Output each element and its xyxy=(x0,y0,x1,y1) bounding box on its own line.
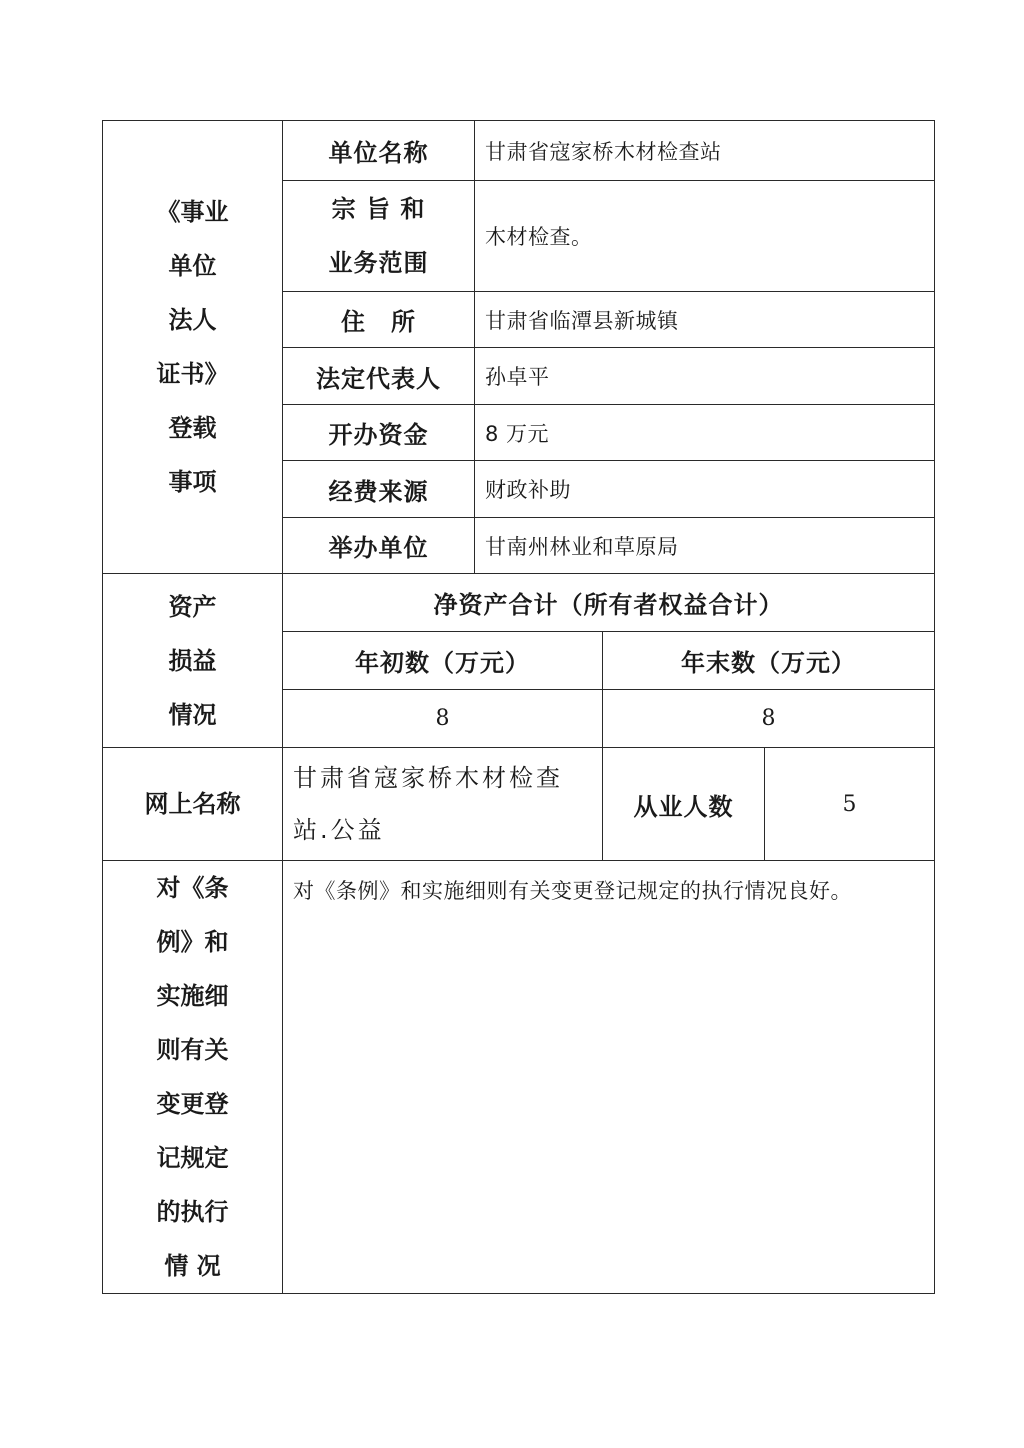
end-of-year-label: 年末数（万元） xyxy=(603,632,935,690)
start-capital-label: 开办资金 xyxy=(283,405,475,461)
sponsor-unit-value: 甘南州林业和草原局 xyxy=(475,518,935,574)
online-name-value: 甘肃省寇家桥木材检查站.公益 xyxy=(283,748,603,861)
online-name-label: 网上名称 xyxy=(103,748,283,861)
unit-name-value: 甘肃省寇家桥木材检查站 xyxy=(475,121,935,181)
address-label: 住 所 xyxy=(283,292,475,348)
assets-section-label: 资产 损益 情况 xyxy=(103,574,283,748)
funding-source-value: 财政补助 xyxy=(475,461,935,518)
legal-representative-label: 法定代表人 xyxy=(283,348,475,405)
report-table xyxy=(102,120,935,1294)
begin-of-year-value: 8 xyxy=(283,690,603,748)
staff-count-label: 从业人数 xyxy=(603,748,765,861)
legal-representative-value: 孙卓平 xyxy=(475,348,935,405)
staff-count-value: 5 xyxy=(765,748,935,861)
funding-source-label: 经费来源 xyxy=(283,461,475,518)
purpose-scope-value: 木材检查。 xyxy=(475,181,935,292)
row-unit-name xyxy=(103,121,935,181)
row-execution xyxy=(103,861,935,1294)
execution-section-label: 对《条 例》和 实施细 则有关 变更登 记规定 的执行 情 况 xyxy=(103,861,283,1294)
row-assets-header xyxy=(103,574,935,632)
end-of-year-value: 8 xyxy=(603,690,935,748)
row-online-name xyxy=(103,748,935,861)
address-value: 甘肃省临潭县新城镇 xyxy=(475,292,935,348)
begin-of-year-label: 年初数（万元） xyxy=(283,632,603,690)
registered-items-section-label: 《事业 单位 法人 证书》 登载 事项 xyxy=(103,121,283,574)
execution-text: 对《条例》和实施细则有关变更登记规定的执行情况良好。 xyxy=(283,861,935,1294)
net-assets-header: 净资产合计（所有者权益合计） xyxy=(283,574,935,632)
unit-name-label: 单位名称 xyxy=(283,121,475,181)
start-capital-value: 8 万元 xyxy=(475,405,935,461)
sponsor-unit-label: 举办单位 xyxy=(283,518,475,574)
purpose-scope-label: 宗 旨 和 业务范围 xyxy=(283,181,475,292)
